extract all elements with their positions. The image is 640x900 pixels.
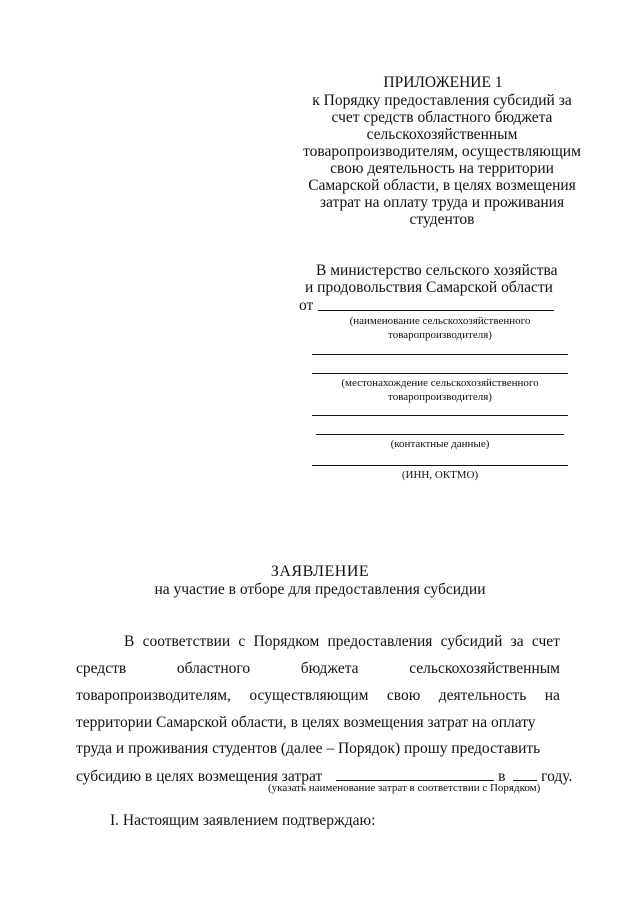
caption-inn: (ИНН, ОКТМО) [401, 469, 479, 481]
appendix-line: счет средств областного бюджета [331, 109, 553, 126]
blank-line-year [513, 766, 537, 781]
body-line-6-in: в [498, 768, 506, 785]
appendix-line: товаропроизводителям, осуществляющим [303, 143, 581, 160]
body-line-2 [76, 660, 560, 678]
appendix-line: к Порядку предоставления субсидий за [312, 92, 572, 109]
body-word: бюджета [300, 660, 359, 677]
caption-text: товаропроизводителя) [388, 391, 492, 403]
section-1-heading: I. Настоящим заявлением подтверждаю: [110, 812, 376, 829]
body-line-4: территории Самарской области, в целях возмещения затрат на оплату [76, 714, 536, 731]
statement-subtitle: на участие в отборе для предоставления субсидии [154, 581, 486, 598]
body-word: счет [531, 633, 560, 650]
blank-line-costs [336, 766, 494, 781]
body-word: областного [176, 660, 251, 677]
appendix-line: Самарской области, в целях возмещения [308, 177, 576, 194]
appendix-text [292, 92, 592, 228]
caption-text: товаропроизводителя) [388, 329, 492, 341]
body-line-3 [76, 687, 560, 705]
caption-text: (наименование сельскохозяйственного [349, 315, 531, 327]
blank-line-location [312, 373, 568, 374]
body-line-5: труда и проживания студентов (далее – Порядок) прошу предоставить [76, 740, 541, 757]
addressee-line-1: В министерство сельского хозяйства [316, 262, 558, 279]
body-word: Порядком [253, 633, 320, 650]
body-word: на [544, 687, 560, 704]
addressee-line-2: и продовольствия Самарской области [305, 279, 553, 296]
body-word: соответствии [142, 633, 231, 650]
body-word: сельскохозяйственным [409, 660, 560, 677]
caption-text: (местонахождение сельскохозяйственного [341, 377, 539, 389]
blank-line-inn [312, 465, 568, 466]
body-line-6-start: субсидию в целях возмещения затрат [76, 768, 323, 785]
appendix-line: свою деятельность на территории [330, 160, 554, 177]
body-word: В [124, 633, 135, 650]
body-word: за [510, 633, 524, 650]
caption-contacts: (контактные данные) [390, 438, 490, 450]
appendix-line: студентов [409, 211, 475, 228]
body-line-1 [124, 633, 560, 651]
body-word: субсидий [440, 633, 503, 650]
body-word: осуществляющим [249, 687, 369, 704]
appendix-heading: ПРИЛОЖЕНИЕ 1 [383, 74, 503, 91]
body-word: деятельность [438, 687, 527, 704]
body-word: средств [76, 660, 127, 677]
statement-title: ЗАЯВЛЕНИЕ [270, 563, 370, 580]
body-word: предоставления [327, 633, 433, 650]
blank-line-name-2 [312, 354, 568, 355]
from-label: от [299, 297, 314, 314]
blank-line-contacts [316, 434, 564, 435]
appendix-line: сельскохозяйственным [366, 126, 518, 143]
body-line-6-end: году. [541, 768, 573, 785]
appendix-line: затрат на оплату труда и проживания [319, 194, 565, 211]
caption-name [300, 314, 580, 342]
blank-line-name [318, 310, 554, 311]
body-word: с [238, 633, 246, 650]
body-word: товаропроизводителям, [76, 687, 231, 704]
caption-costs: (указать наименование затрат в соответствии с Порядком) [268, 782, 541, 794]
caption-location [300, 376, 580, 404]
body-word: свою [386, 687, 421, 704]
blank-line-location-2 [312, 415, 568, 416]
